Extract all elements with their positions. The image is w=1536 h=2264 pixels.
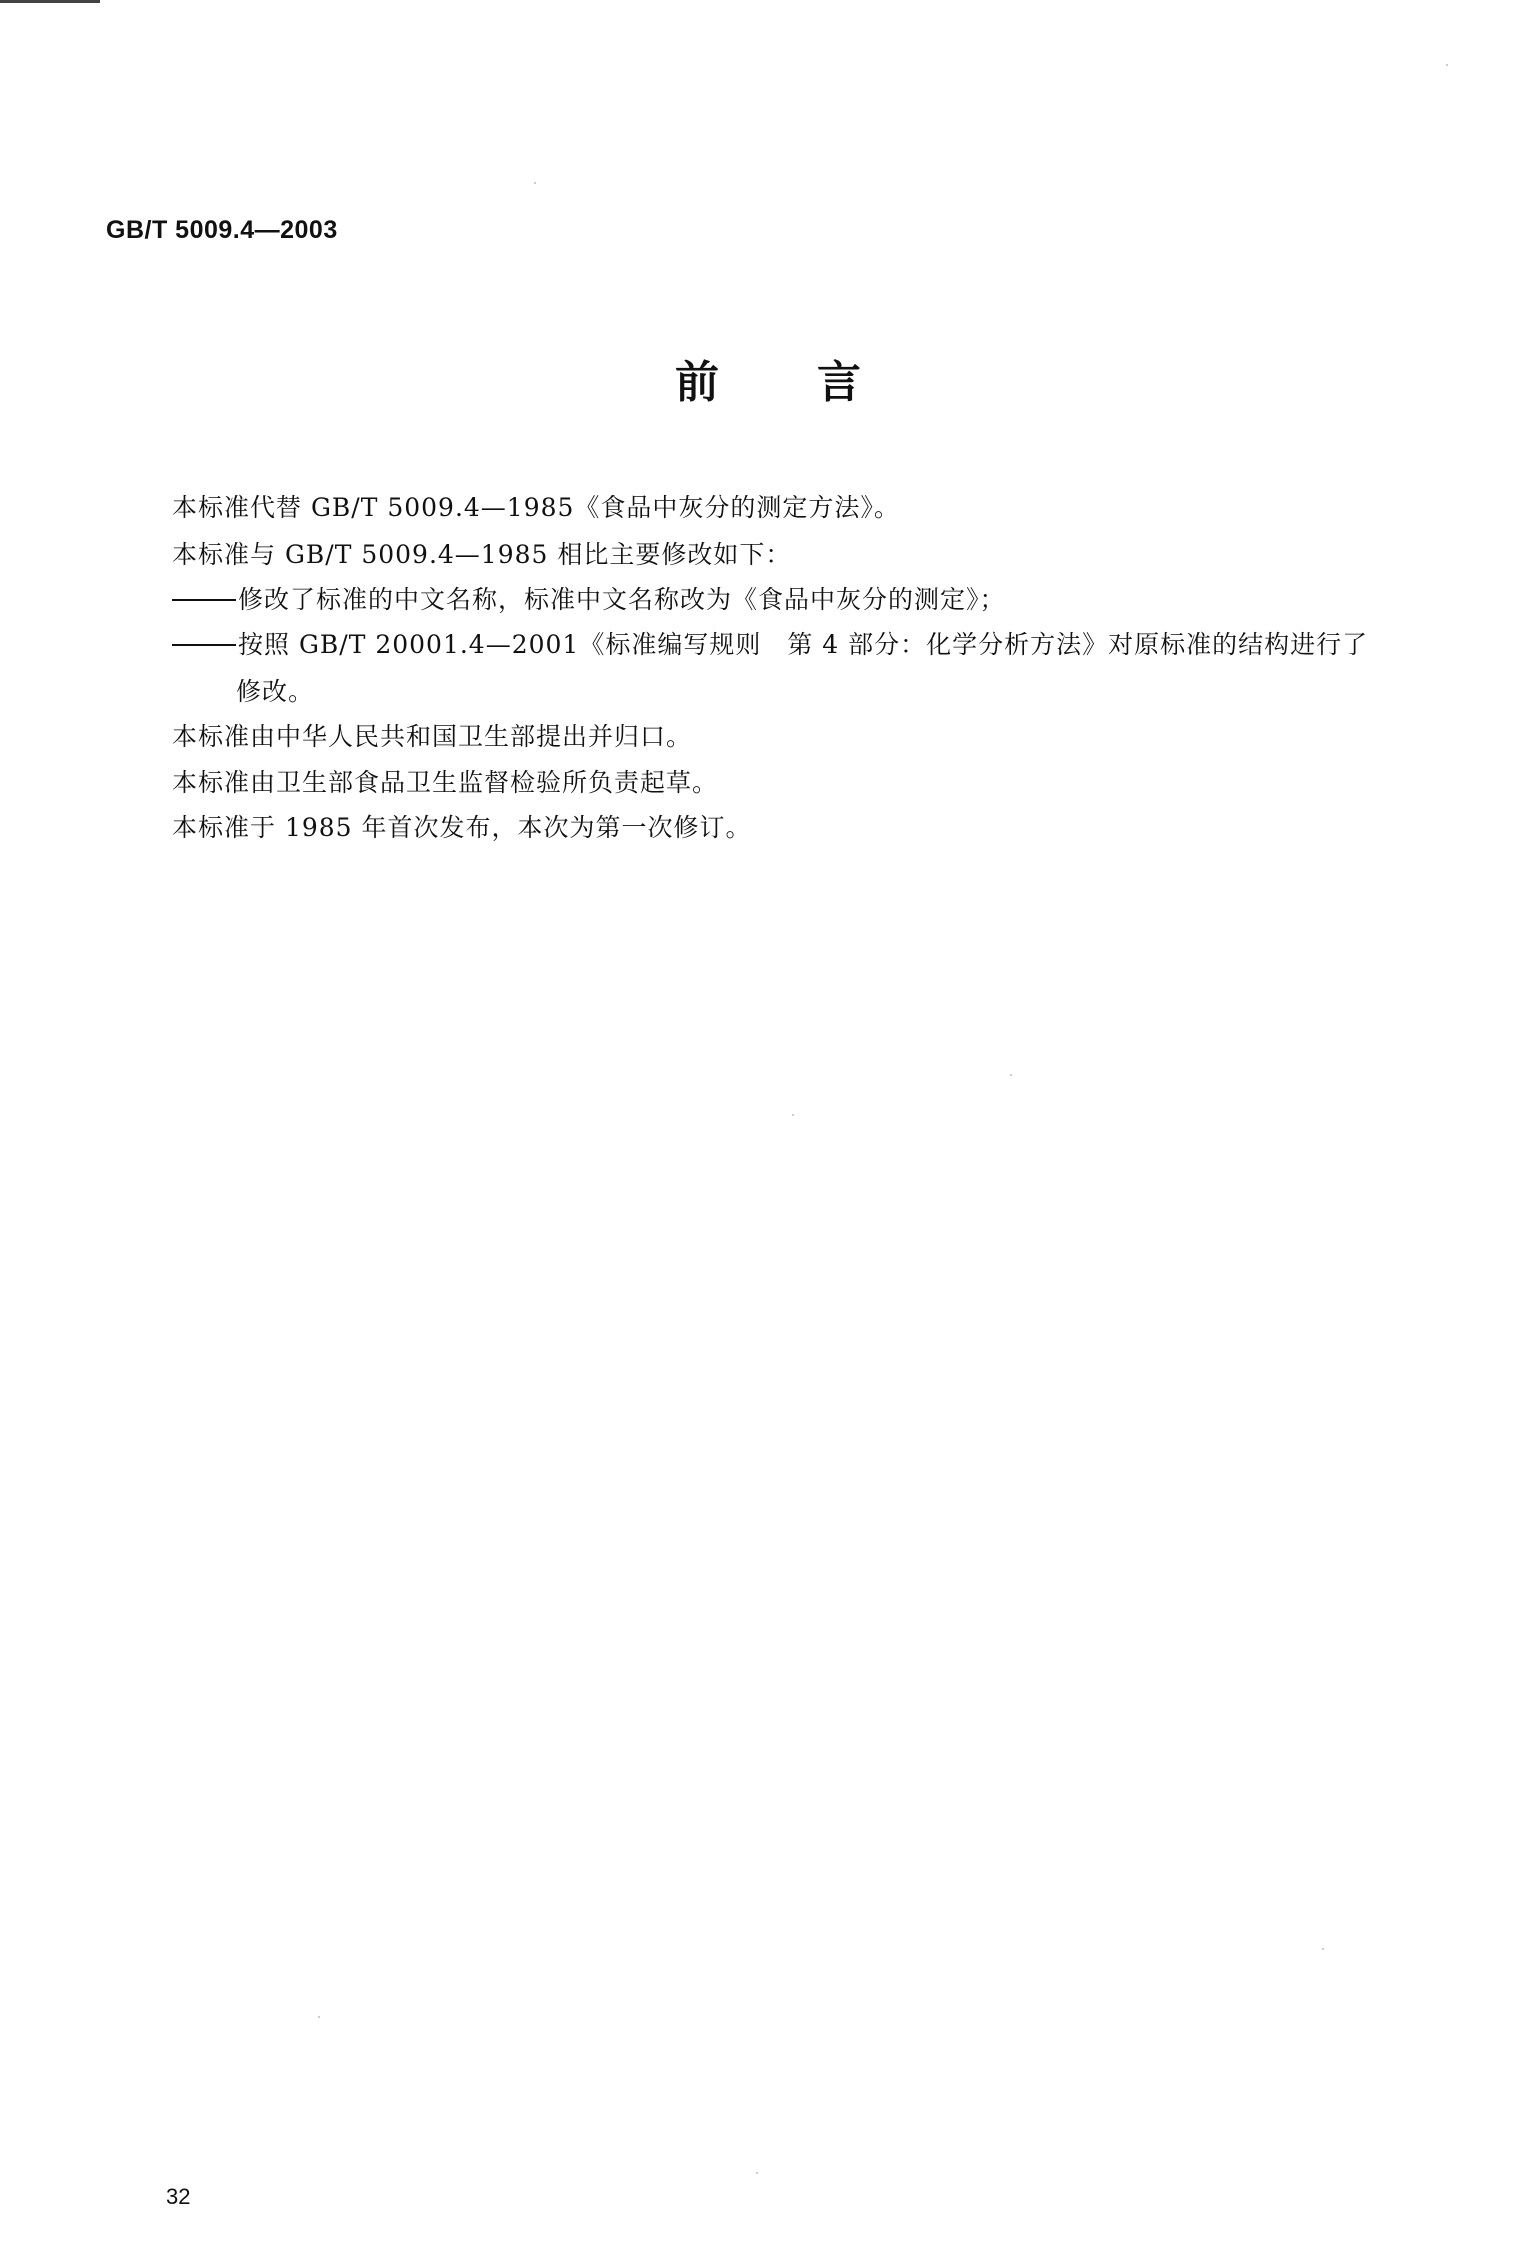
scan-edge-mark bbox=[0, 0, 100, 3]
page-title bbox=[0, 346, 1536, 410]
paragraph-drafter: 本标准由卫生部食品卫生监督检验所负责起草。 bbox=[172, 768, 719, 797]
scan-speck bbox=[1010, 1074, 1012, 1076]
title-char-1: 前 bbox=[675, 357, 719, 408]
page-number: 32 bbox=[166, 2184, 191, 2209]
scan-speck bbox=[318, 2016, 320, 2018]
list-item-text: 修改了标准的中文名称，标准中文名称改为《食品中灰分的测定》； bbox=[238, 585, 1006, 614]
scan-speck bbox=[792, 1114, 794, 1116]
title-char-2: 言 bbox=[817, 357, 861, 408]
list-dash bbox=[172, 599, 236, 601]
paragraph-history: 本标准于 1985 年首次发布，本次为第一次修订。 bbox=[172, 813, 752, 842]
standard-code: GB/T 5009.4—2003 bbox=[106, 216, 338, 244]
list-item-change-2 bbox=[172, 630, 1368, 660]
list-item-change-1 bbox=[172, 585, 1006, 615]
scan-speck bbox=[534, 182, 536, 184]
scan-speck bbox=[1446, 64, 1448, 66]
paragraph-changes-intro: 本标准与 GB/T 5009.4—1985 相比主要修改如下： bbox=[172, 540, 792, 569]
list-item-change-2-continuation: 修改。 bbox=[236, 677, 315, 706]
list-dash bbox=[172, 644, 236, 646]
scan-speck bbox=[756, 2172, 758, 2174]
list-item-text: 按照 GB/T 20001.4—2001《标准编写规则 第 4 部分：化学分析方法》对原标准的结构进行了 bbox=[238, 630, 1369, 659]
scan-speck bbox=[1322, 1948, 1324, 1950]
paragraph-proposer: 本标准由中华人民共和国卫生部提出并归口。 bbox=[172, 722, 693, 751]
paragraph-replaces: 本标准代替 GB/T 5009.4—1985《食品中灰分的测定方法》。 bbox=[172, 493, 900, 522]
